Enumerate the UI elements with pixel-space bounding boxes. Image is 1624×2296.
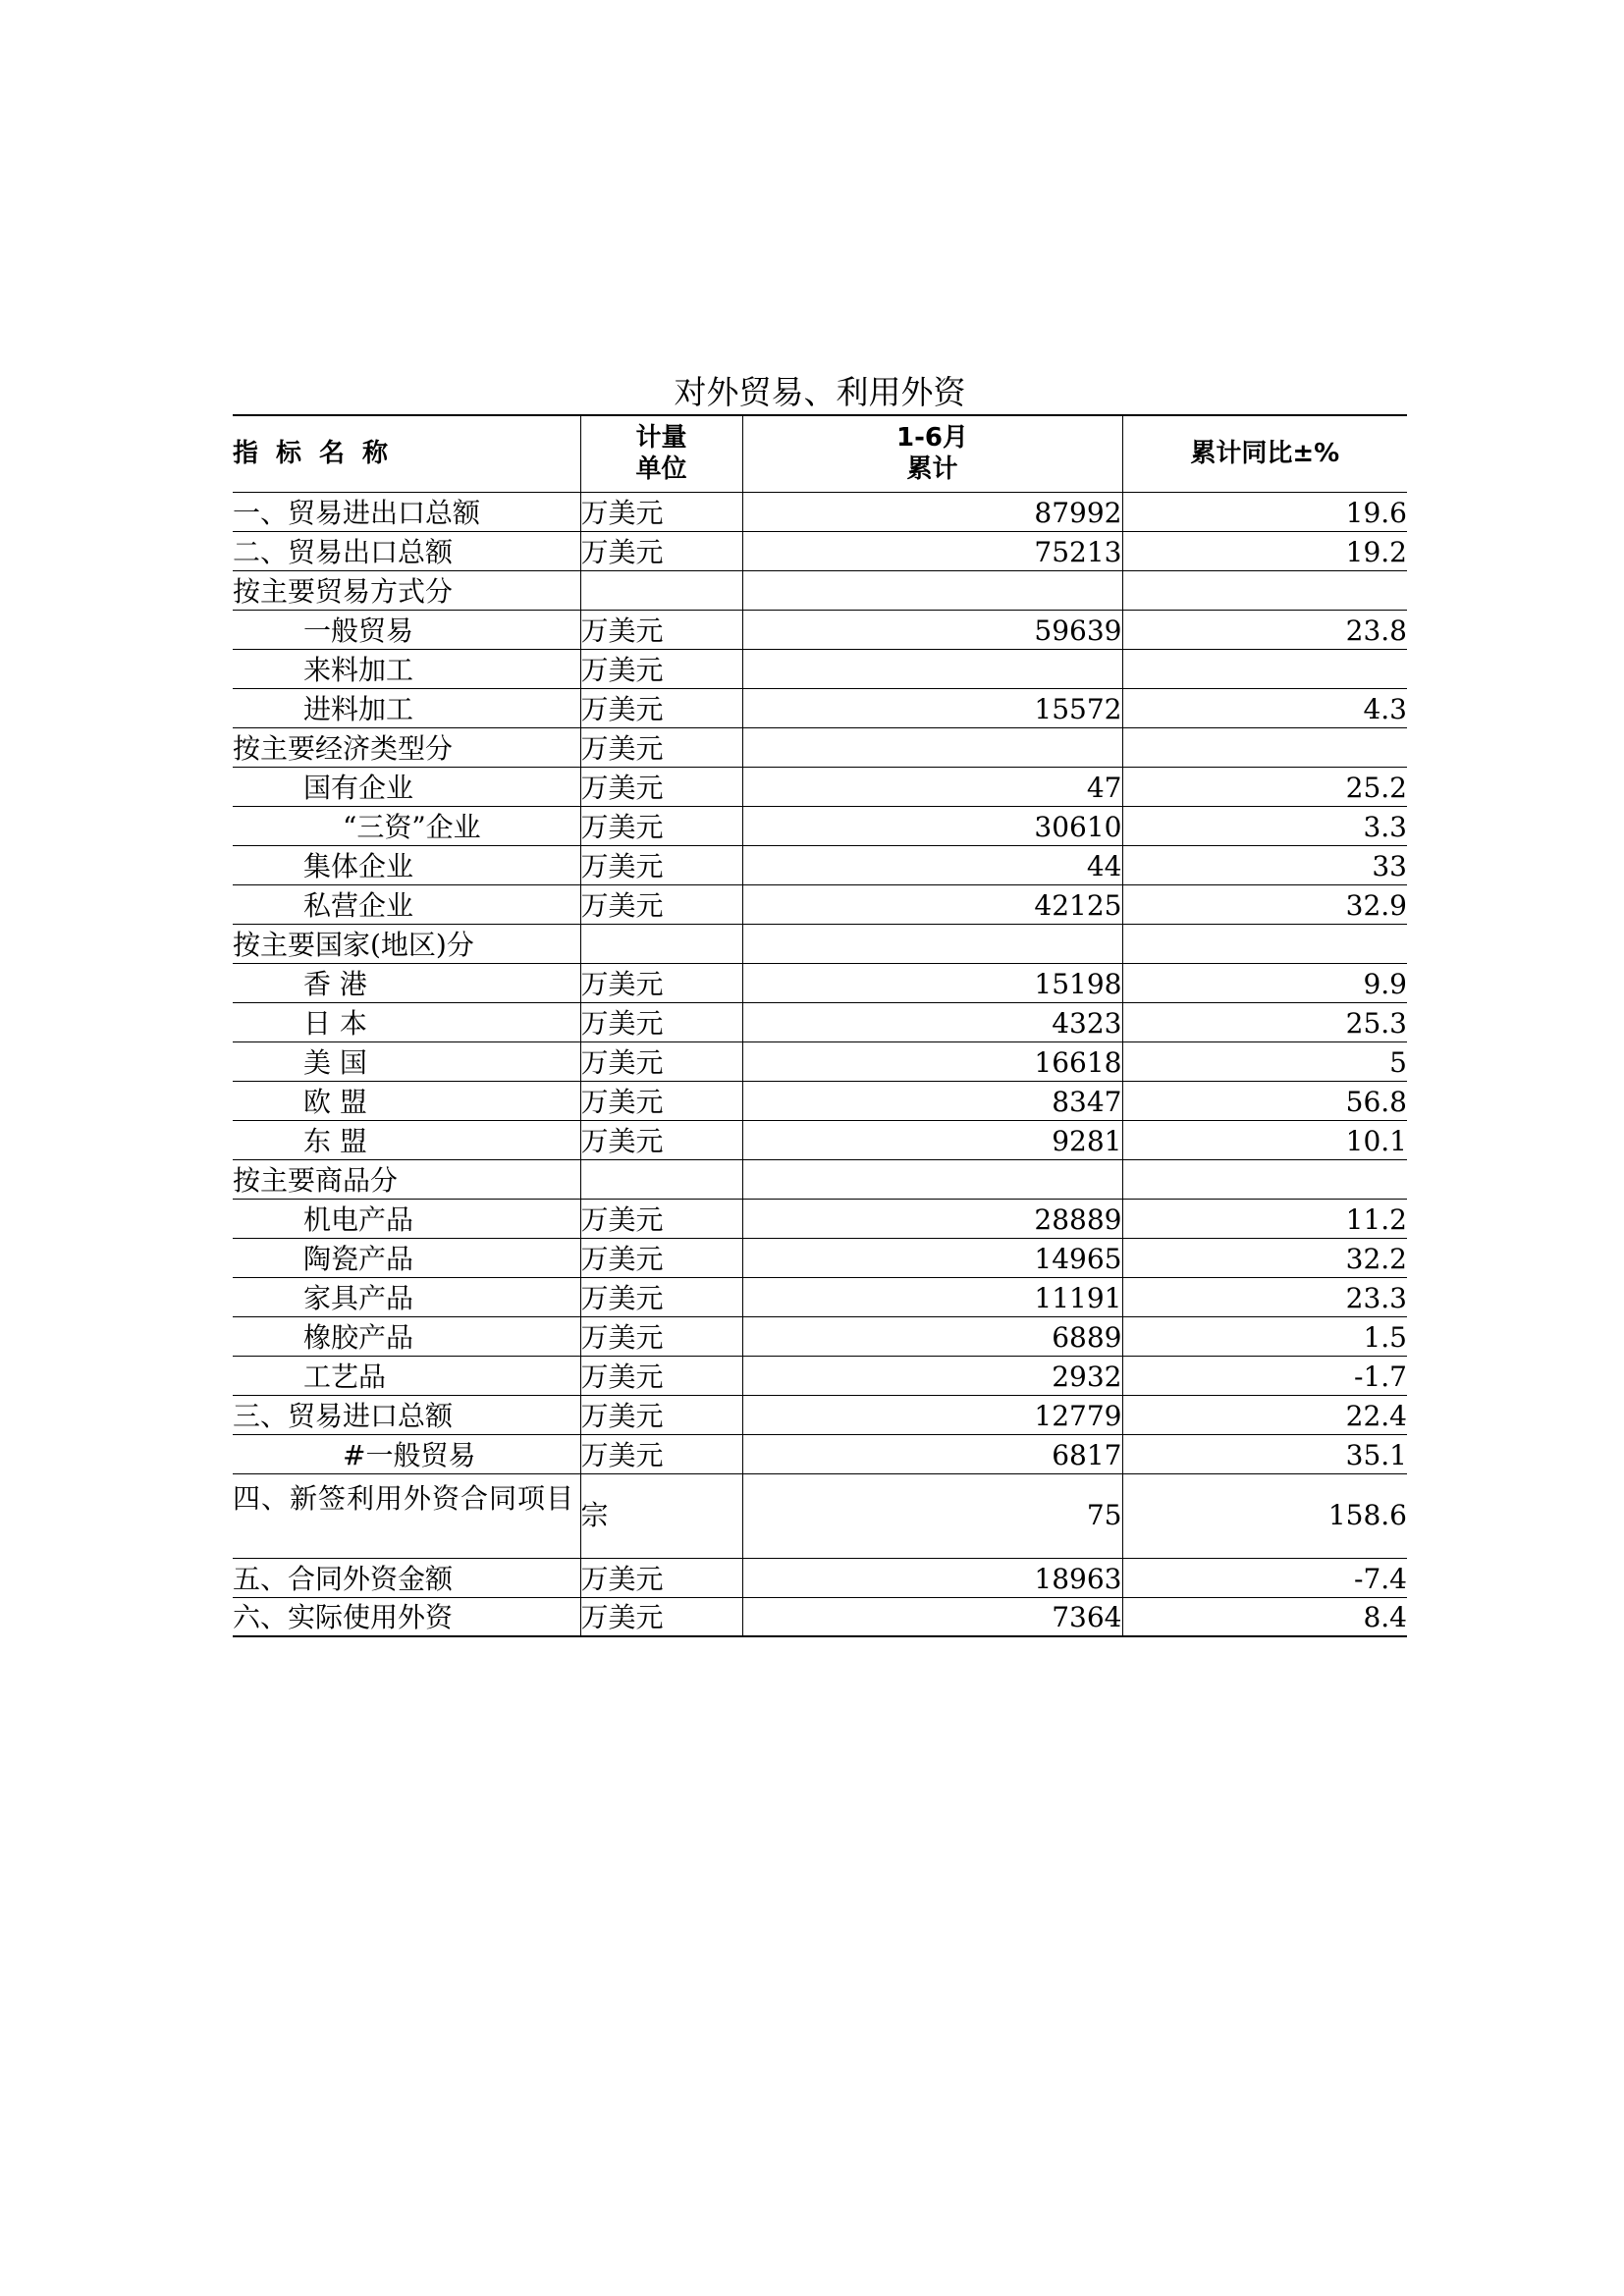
table-row	[233, 492, 1407, 531]
unit-cell: 宗	[580, 1473, 742, 1558]
yoy-change-cell: 11.2	[1122, 1199, 1407, 1238]
table-row	[233, 610, 1407, 649]
table-row	[233, 924, 1407, 963]
indicator-name-cell: 东 盟	[233, 1120, 580, 1159]
cumulative-value-cell: 28889	[742, 1199, 1122, 1238]
indicator-name-cell: 家具产品	[233, 1277, 580, 1316]
indicator-name-cell: 五、合同外资金额	[233, 1558, 580, 1597]
cumulative-value-cell	[742, 924, 1122, 963]
unit-cell: 万美元	[580, 1558, 742, 1597]
yoy-change-cell: 19.6	[1122, 492, 1407, 531]
yoy-change-cell: 3.3	[1122, 806, 1407, 845]
table-row	[233, 649, 1407, 688]
unit-cell	[580, 570, 742, 610]
indicator-name-cell: 按主要贸易方式分	[233, 570, 580, 610]
cumulative-value-cell: 47	[742, 767, 1122, 806]
unit-cell: 万美元	[580, 492, 742, 531]
indicator-name-cell: #一般贸易	[233, 1434, 580, 1473]
cumulative-value-cell: 7364	[742, 1597, 1122, 1636]
cumulative-value-cell: 87992	[742, 492, 1122, 531]
table-header	[233, 415, 1407, 492]
yoy-change-cell: 4.3	[1122, 688, 1407, 727]
header-value-line2: 累计	[906, 454, 958, 485]
indicator-name-cell: 进料加工	[233, 688, 580, 727]
indicator-name-cell: 一般贸易	[233, 610, 580, 649]
unit-cell: 万美元	[580, 1356, 742, 1395]
yoy-change-cell	[1122, 570, 1407, 610]
table-row	[233, 1316, 1407, 1356]
yoy-change-cell: 56.8	[1122, 1081, 1407, 1120]
indicator-name-cell: 美 国	[233, 1041, 580, 1081]
table-row	[233, 688, 1407, 727]
unit-cell: 万美元	[580, 688, 742, 727]
unit-cell: 万美元	[580, 727, 742, 767]
header-unit	[580, 415, 742, 492]
cumulative-value-cell: 16618	[742, 1041, 1122, 1081]
yoy-change-cell: 33	[1122, 845, 1407, 884]
indicator-name-cell: 香 港	[233, 963, 580, 1002]
yoy-change-cell: 5	[1122, 1041, 1407, 1081]
indicator-name-cell: 三、贸易进口总额	[233, 1395, 580, 1434]
cumulative-value-cell: 30610	[742, 806, 1122, 845]
unit-cell	[580, 1159, 742, 1199]
table-row	[233, 845, 1407, 884]
yoy-change-cell: 32.9	[1122, 884, 1407, 924]
cumulative-value-cell: 6817	[742, 1434, 1122, 1473]
yoy-change-cell: 19.2	[1122, 531, 1407, 570]
yoy-change-cell: 25.3	[1122, 1002, 1407, 1041]
cumulative-value-cell	[742, 649, 1122, 688]
yoy-change-cell: 32.2	[1122, 1238, 1407, 1277]
yoy-change-cell: 1.5	[1122, 1316, 1407, 1356]
indicator-name-cell: 机电产品	[233, 1199, 580, 1238]
yoy-change-cell: 9.9	[1122, 963, 1407, 1002]
table-row	[233, 963, 1407, 1002]
indicator-name-cell: “三资”企业	[233, 806, 580, 845]
indicator-name-cell: 日 本	[233, 1002, 580, 1041]
unit-cell: 万美元	[580, 1199, 742, 1238]
unit-cell: 万美元	[580, 806, 742, 845]
unit-cell: 万美元	[580, 649, 742, 688]
indicator-name-cell: 按主要经济类型分	[233, 727, 580, 767]
unit-cell: 万美元	[580, 845, 742, 884]
cumulative-value-cell: 4323	[742, 1002, 1122, 1041]
table-row	[233, 1597, 1407, 1636]
header-yoy-change: 累计同比±%	[1122, 415, 1407, 492]
header-indicator-name: 指标名称	[233, 415, 580, 492]
table-body	[233, 492, 1407, 1636]
unit-cell: 万美元	[580, 767, 742, 806]
table-row	[233, 767, 1407, 806]
yoy-change-cell	[1122, 727, 1407, 767]
table-row	[233, 1041, 1407, 1081]
indicator-name-cell: 陶瓷产品	[233, 1238, 580, 1277]
indicator-name-cell: 集体企业	[233, 845, 580, 884]
yoy-change-cell	[1122, 1159, 1407, 1199]
table-row	[233, 1002, 1407, 1041]
header-value-line1: 1-6月	[896, 423, 968, 454]
indicator-name-cell: 来料加工	[233, 649, 580, 688]
table-row	[233, 570, 1407, 610]
indicator-name-cell: 四、新签利用外资合同项目	[233, 1473, 580, 1558]
unit-cell: 万美元	[580, 1434, 742, 1473]
cumulative-value-cell: 15198	[742, 963, 1122, 1002]
yoy-change-cell: -1.7	[1122, 1356, 1407, 1395]
cumulative-value-cell: 11191	[742, 1277, 1122, 1316]
unit-cell: 万美元	[580, 1395, 742, 1434]
yoy-change-cell: 10.1	[1122, 1120, 1407, 1159]
cumulative-value-cell: 42125	[742, 884, 1122, 924]
indicator-name-cell: 工艺品	[233, 1356, 580, 1395]
yoy-change-cell: -7.4	[1122, 1558, 1407, 1597]
table-row	[233, 884, 1407, 924]
indicator-name-cell: 一、贸易进出口总额	[233, 492, 580, 531]
cumulative-value-cell: 12779	[742, 1395, 1122, 1434]
cumulative-value-cell	[742, 1159, 1122, 1199]
indicator-name-cell: 六、实际使用外资	[233, 1597, 580, 1636]
indicator-name-cell: 橡胶产品	[233, 1316, 580, 1356]
table-row	[233, 1081, 1407, 1120]
table-row	[233, 1473, 1407, 1558]
cumulative-value-cell: 44	[742, 845, 1122, 884]
cumulative-value-cell: 6889	[742, 1316, 1122, 1356]
table-row	[233, 1159, 1407, 1199]
cumulative-value-cell	[742, 570, 1122, 610]
unit-cell: 万美元	[580, 531, 742, 570]
yoy-change-cell: 23.3	[1122, 1277, 1407, 1316]
cumulative-value-cell: 2932	[742, 1356, 1122, 1395]
table-row	[233, 1199, 1407, 1238]
indicator-name-cell: 二、贸易出口总额	[233, 531, 580, 570]
cumulative-value-cell: 8347	[742, 1081, 1122, 1120]
cumulative-value-cell: 59639	[742, 610, 1122, 649]
cumulative-value-cell: 15572	[742, 688, 1122, 727]
unit-cell: 万美元	[580, 1120, 742, 1159]
indicator-name-cell: 私营企业	[233, 884, 580, 924]
cumulative-value-cell: 14965	[742, 1238, 1122, 1277]
yoy-change-cell: 23.8	[1122, 610, 1407, 649]
cumulative-value-cell: 75	[742, 1473, 1122, 1558]
unit-cell: 万美元	[580, 1238, 742, 1277]
indicator-name-cell: 国有企业	[233, 767, 580, 806]
yoy-change-cell	[1122, 924, 1407, 963]
table-row	[233, 531, 1407, 570]
table-row	[233, 1277, 1407, 1316]
table-row	[233, 727, 1407, 767]
indicator-name-cell: 按主要国家(地区)分	[233, 924, 580, 963]
table-row	[233, 806, 1407, 845]
unit-cell: 万美元	[580, 884, 742, 924]
unit-cell: 万美元	[580, 963, 742, 1002]
yoy-change-cell	[1122, 649, 1407, 688]
unit-cell: 万美元	[580, 610, 742, 649]
cumulative-value-cell: 18963	[742, 1558, 1122, 1597]
table-title: 对外贸易、利用外资	[674, 373, 966, 411]
unit-cell: 万美元	[580, 1081, 742, 1120]
table-row	[233, 1434, 1407, 1473]
header-cumulative-value	[742, 415, 1122, 492]
table-row	[233, 1395, 1407, 1434]
header-unit-line2: 单位	[635, 454, 687, 485]
indicator-name-cell: 按主要商品分	[233, 1159, 580, 1199]
table-row	[233, 1356, 1407, 1395]
table-row	[233, 1558, 1407, 1597]
unit-cell: 万美元	[580, 1277, 742, 1316]
unit-cell: 万美元	[580, 1316, 742, 1356]
cumulative-value-cell	[742, 727, 1122, 767]
yoy-change-cell: 35.1	[1122, 1434, 1407, 1473]
cumulative-value-cell: 75213	[742, 531, 1122, 570]
table-row	[233, 1238, 1407, 1277]
header-unit-line1: 计量	[635, 423, 687, 454]
yoy-change-cell: 8.4	[1122, 1597, 1407, 1636]
trade-statistics-table	[233, 414, 1407, 1637]
unit-cell	[580, 924, 742, 963]
table-row	[233, 1120, 1407, 1159]
yoy-change-cell: 22.4	[1122, 1395, 1407, 1434]
unit-cell: 万美元	[580, 1041, 742, 1081]
yoy-change-cell: 158.6	[1122, 1473, 1407, 1558]
unit-cell: 万美元	[580, 1002, 742, 1041]
unit-cell: 万美元	[580, 1597, 742, 1636]
yoy-change-cell: 25.2	[1122, 767, 1407, 806]
indicator-name-cell: 欧 盟	[233, 1081, 580, 1120]
cumulative-value-cell: 9281	[742, 1120, 1122, 1159]
